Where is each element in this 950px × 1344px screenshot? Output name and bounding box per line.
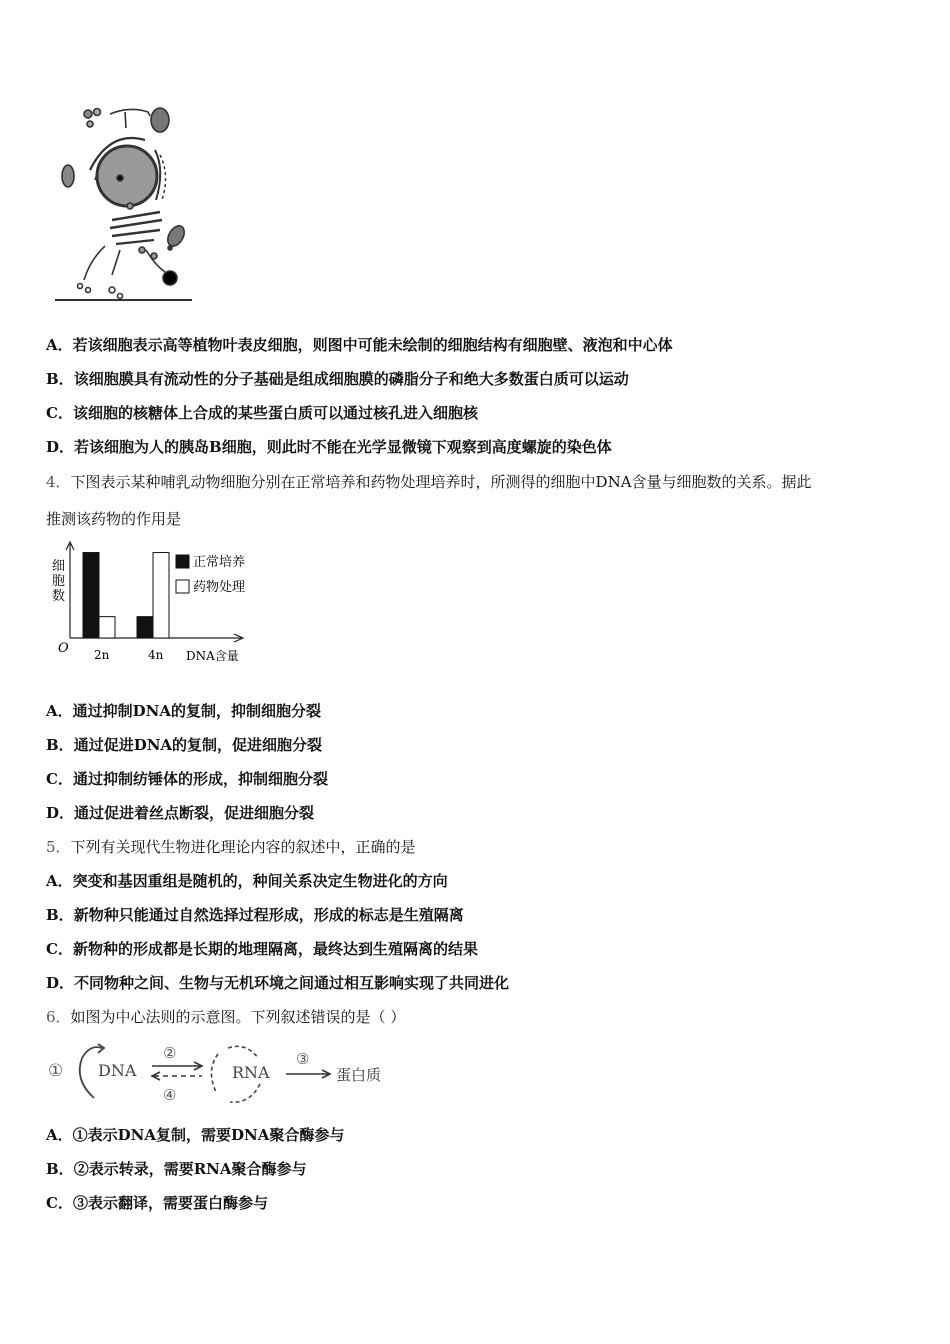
q5-option-a: A．突变和基因重组是随机的，种间关系决定生物进化的方向	[46, 872, 448, 890]
q5-option-c: C．新物种的形成都是长期的地理隔离，最终达到生殖隔离的结果	[46, 940, 478, 958]
legend-swatch-normal	[176, 555, 189, 568]
q4-option-a: A．通过抑制DNA的复制，抑制细胞分裂	[46, 702, 321, 720]
legend-label-normal: 正常培养	[193, 555, 246, 570]
x-axis-label: DNA含量	[186, 649, 239, 663]
q6-number: 6．	[46, 1008, 71, 1026]
q4-option-b: B．通过促进DNA的复制，促进细胞分裂	[46, 736, 323, 754]
label-rna: RNA	[232, 1063, 270, 1082]
label-dna: DNA	[98, 1061, 137, 1080]
q4-stem: 4．下图表示某种哺乳动物细胞分别在正常培养和药物处理培养时，所测得的细胞中DNA含量与细胞数的关系。据此	[46, 473, 812, 491]
q3-option-b: B．该细胞膜具有流动性的分子基础是组成细胞膜的磷脂分子和绝大多数蛋白质可以运动	[46, 370, 629, 388]
bar-2n-series-2	[99, 617, 115, 638]
label-circle-3: ③	[296, 1050, 310, 1068]
q6-option-c: C．③表示翻译，需要蛋白酶参与	[46, 1194, 268, 1212]
x-tick-label-2n: 2n	[94, 648, 110, 662]
legend-swatch-drug	[176, 580, 189, 593]
q5-option-b: B．新物种只能通过自然选择过程形成，形成的标志是生殖隔离	[46, 906, 464, 924]
label-circle-2: ②	[163, 1044, 177, 1062]
label-protein: 蛋白质	[336, 1066, 382, 1084]
label-circle-4: ④	[163, 1086, 177, 1104]
q3-option-d: D．若该细胞为人的胰岛B细胞，则此时不能在光学显微镜下观察到高度螺旋的染色体	[46, 438, 612, 456]
q5-number: 5．	[46, 838, 71, 856]
x-tick-label-4n: 4n	[148, 648, 164, 662]
origin-label: O	[58, 641, 69, 656]
q4-stem-cont: 推测该药物的作用是	[46, 510, 182, 528]
q6-stem: 6．如图为中心法则的示意图。下列叙述错误的是（ ）	[46, 1008, 406, 1026]
q6-option-b: B．②表示转录，需要RNA聚合酶参与	[46, 1160, 307, 1178]
q6-option-a: A．①表示DNA复制，需要DNA聚合酶参与	[46, 1126, 345, 1144]
q3-option-a: A．若该细胞表示高等植物叶表皮细胞，则图中可能未绘制的细胞结构有细胞壁、液泡和中心体	[46, 336, 673, 354]
q3-option-c: C．该细胞的核糖体上合成的某些蛋白质可以通过核孔进入细胞核	[46, 404, 478, 422]
bar-2n-series-1	[83, 553, 99, 638]
q4-number: 4．	[46, 473, 71, 491]
bar-4n-series-1	[137, 617, 153, 638]
q5-option-d: D．不同物种之间、生物与无机环境之间通过相互影响实现了共同进化	[46, 974, 510, 992]
bar-4n-series-2	[153, 553, 169, 638]
cell-structure-diagram	[50, 100, 200, 305]
y-axis-label-2: 胞	[52, 574, 66, 589]
dna-content-bar-chart	[46, 540, 266, 670]
legend-label-drug: 药物处理	[193, 580, 246, 595]
y-axis-label-1: 细	[52, 559, 66, 574]
q5-stem: 5．下列有关现代生物进化理论内容的叙述中，正确的是	[46, 838, 416, 856]
label-circle-1: ①	[48, 1061, 64, 1081]
y-axis-label-3: 数	[52, 589, 66, 604]
q4-option-d: D．通过促进着丝点断裂，促进细胞分裂	[46, 804, 315, 822]
q4-option-c: C．通过抑制纺锤体的形成，抑制细胞分裂	[46, 770, 328, 788]
central-dogma-diagram	[46, 1040, 426, 1106]
